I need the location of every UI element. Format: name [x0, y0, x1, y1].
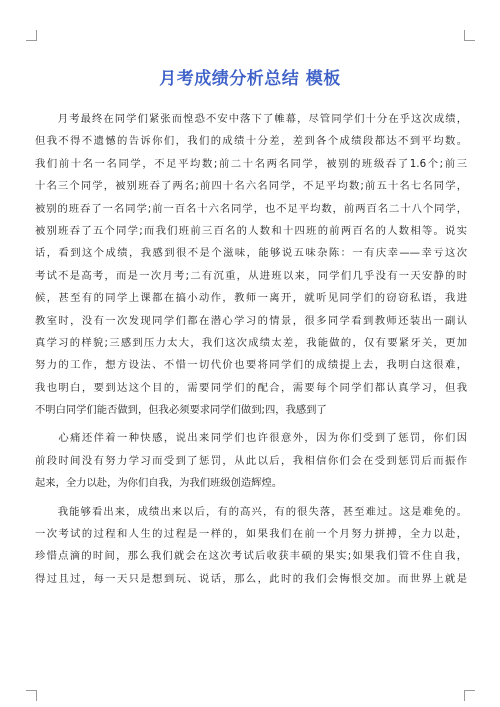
paragraph-line: 教室时，没有一次发现同学们都在潜心学习的情景，很多同学看到教师还装出一副认 — [35, 314, 467, 327]
paragraph-line: 我们前十名一名同学，不足平均数;前二十名两名同学，被别的班级吞了1.6个;前三 — [35, 157, 467, 170]
paragraph-3 — [35, 501, 467, 591]
paragraph-line: 被别的班吞了一名同学;前一百名十六名同学，也不足平均数，前两百名二十八个同学， — [35, 202, 467, 215]
paragraph-line: 我能够看出来，成绩出来以后，有的高兴，有的很失落，甚至难过。这是难免的。 — [35, 505, 467, 518]
page-corner-mark-top-right — [464, 30, 475, 41]
paragraph-line: 起来，全力以赴，为你们自我，为我们班级创造辉煌。 — [35, 477, 283, 490]
document-body — [35, 108, 467, 590]
paragraph-line: 被别班吞了五个同学;而我们班前三百名的人数和十四班的前两百名的人数相等。说实 — [35, 224, 467, 237]
paragraph-line: 一次考试的过程和人生的过程是一样的，如果我们在前一个月努力拼搏，全力以赴， — [35, 528, 467, 541]
paragraph-line: 但我不得不遗憾的告诉你们，我们的成绩十分差，差到各个成绩段都达不到平均数。 — [35, 135, 467, 148]
paragraph-line: 不明白同学们能否做到，但我必须要求同学们做到;四，我感到了 — [35, 404, 327, 417]
paragraph-line: 得过且过，每一天只是想到玩、说话，那么，此时的我们会悔恨交加。而世界上就是 — [35, 572, 467, 585]
paragraph-line: 我也明白，要到达这个目的，需要同学们的配合，需要每个同学们都认真学习，但我 — [35, 381, 467, 394]
paragraph-line: 候，甚至有的同学上课都在搞小动作，教师一离开，就听见同学们的窃窃私语，我进 — [35, 292, 467, 305]
paragraph-line: 努力的工作，想方设法、不惜一切代价也要将同学们的成绩提上去，我明白这很难， — [35, 359, 467, 372]
paragraph-line: 真学习的样貌;三感到压力太大，我们这次成绩太差，我能做的，仅有要紧牙关，更加 — [35, 336, 467, 349]
page-corner-mark-bottom-right — [464, 690, 475, 701]
paragraph-1 — [35, 108, 467, 421]
paragraph-line: 珍惜点滴的时间，那么我们就会在这次考试后收获丰硕的果实;如果我们管不住自我， — [35, 550, 467, 563]
page-corner-mark-top-left — [26, 30, 37, 41]
paragraph-line: 心痛还伴着一种快感，说出来同学们也许很意外，因为你们受到了惩罚，你们因 — [35, 432, 467, 445]
paragraph-line: 月考最终在同学们紧张而惶恐不安中落下了帷幕，尽管同学们十分在乎这次成绩， — [35, 113, 467, 125]
page-corner-mark-bottom-left — [26, 690, 37, 701]
document-title: 月考成绩分析总结 模板 — [159, 69, 341, 89]
paragraph-line: 十名三个同学，被别班吞了两名;前四十名六名同学，不足平均数;前五十名七名同学， — [35, 180, 467, 193]
paragraph-line: 话，看到这个成绩，我感到很不是个滋味，能够说五味杂陈：一有庆幸——幸亏这次 — [35, 247, 467, 260]
paragraph-2 — [35, 427, 467, 494]
paragraph-line: 考试不是高考，而是一次月考;二有沉重，从进班以来，同学们几乎没有一天安静的时 — [35, 269, 467, 282]
paragraph-line: 前段时间没有努力学习而受到了惩罚，从此以后，我相信你们会在受到惩罚后而振作 — [35, 454, 467, 467]
